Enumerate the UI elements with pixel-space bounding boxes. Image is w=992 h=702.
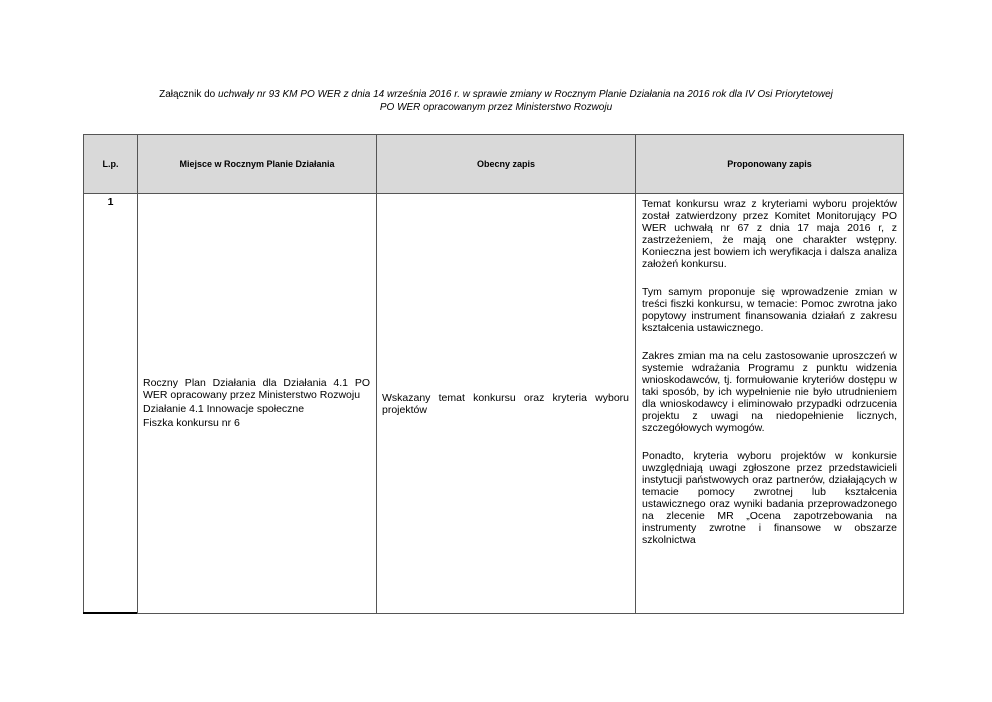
table-header-row	[84, 135, 904, 194]
row-current: Wskazany temat konkursu oraz kryteria wyboru projektów	[377, 194, 636, 614]
table-row	[84, 194, 904, 614]
header-current: Obecny zapis	[377, 135, 636, 194]
place-line: Działanie 4.1 Innowacje społeczne	[143, 402, 305, 415]
proposed-paragraph: Ponadto, kryteria wyboru projektów w konkursie uwzględniają uwagi zgłoszone przez przedstawicieli instytucji państwowych oraz partnerów, działających w temacie pomocy zwrotnej lub kształcenia ustawicznego oraz wyniki badania przeprowadzonego na zlecenie MR „Ocena zapotrzebowania na instrumenty zwrotne i finansowe w obszarze szkolnictwa	[642, 450, 897, 546]
row-proposed	[636, 194, 904, 614]
lp-bottom-rule	[83, 612, 137, 614]
header-place: Miejsce w Rocznym Planie Działania	[138, 135, 377, 194]
header-lp: L.p.	[84, 135, 138, 194]
title-line-1	[60, 88, 932, 101]
row-lp: 1	[84, 194, 138, 614]
proposed-paragraph: Zakres zmian ma na celu zastosowanie uproszczeń w systemie wdrażania Programu z punktu widzenia wnioskodawców, tj. formułowanie kryteriów dostępu w taki sposób, by ich wypełnienie nie było utrudnieniem dla wnioskodawcy i eliminowało przypadki odrzucenia projektu z uwagi na niedopełnienie licznych, szczegółowych wymogów.	[642, 350, 897, 434]
proposed-paragraph: Temat konkursu wraz z kryteriami wyboru projektów został zatwierdzony przez Komitet Monitorujący PO WER uchwałą nr 67 z dnia 17 maja 2016 r, z zastrzeżeniem, że mają one charakter wstępny. Konieczna jest bowiem ich weryfikacja i dalsza analiza założeń konkursu.	[642, 198, 897, 270]
title-prefix: Załącznik do	[159, 89, 219, 100]
title-line-2: PO WER opracowanym przez Ministerstwo Rozwoju	[379, 102, 613, 113]
place-line: Roczny Plan Działania dla Działania 4.1 PO WER opracowany przez Ministerstwo Rozwoju	[143, 376, 370, 401]
proposed-text	[642, 198, 897, 608]
document-title	[60, 88, 932, 114]
place-line: Fiszka konkursu nr 6	[143, 416, 240, 429]
changes-table	[83, 134, 904, 614]
proposed-paragraph: Tym samym proponuje się wprowadzenie zmian w treści fiszki konkursu, w temacie: Pomoc zwrotna jako popytowy instrument finansowania działań z zakresu kształcenia ustawicznego.	[642, 286, 897, 334]
header-proposed: Proponowany zapis	[636, 135, 904, 194]
title-line-1-rest: uchwały nr 93 KM PO WER z dnia 14 września 2016 r. w sprawie zmiany w Rocznym Planie Działania na 2016 rok dla IV Osi Priorytetowej	[218, 89, 833, 100]
row-place	[138, 194, 377, 614]
